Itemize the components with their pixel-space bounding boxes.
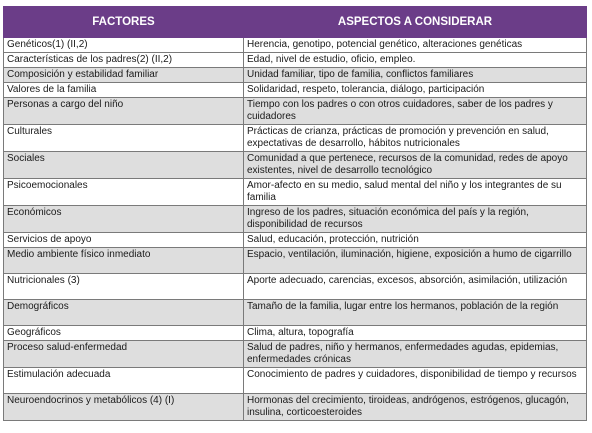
factor-cell: Características de los padres(2) (II,2)	[4, 53, 244, 68]
factor-cell: Genéticos(1) (II,2)	[4, 38, 244, 53]
aspects-cell: Amor-afecto en su medio, salud mental del niño y los integrantes de su familia	[244, 179, 587, 206]
table-row	[4, 152, 587, 179]
table-row	[4, 83, 587, 98]
table-row	[4, 98, 587, 125]
aspects-cell: Tiempo con los padres o con otros cuidadores, saber de los padres y cuidadores	[244, 98, 587, 125]
table-row	[4, 274, 587, 300]
table-row	[4, 206, 587, 233]
factor-cell: Geográficos	[4, 326, 244, 341]
factor-cell: Proceso salud-enfermedad	[4, 341, 244, 368]
aspects-cell: Prácticas de crianza, prácticas de promoción y prevención en salud, expectativas de desarrollo, hábitos nutricionales	[244, 125, 587, 152]
table-header	[4, 7, 587, 38]
table-row	[4, 179, 587, 206]
table-row	[4, 248, 587, 274]
factor-cell: Sociales	[4, 152, 244, 179]
factor-cell: Culturales	[4, 125, 244, 152]
table-row	[4, 341, 587, 368]
factor-cell: Económicos	[4, 206, 244, 233]
aspects-cell: Espacio, ventilación, iluminación, higiene, exposición a humo de cigarrillo	[244, 248, 587, 274]
aspects-cell: Conocimiento de padres y cuidadores, disponibilidad de tiempo y recursos	[244, 368, 587, 394]
table-row	[4, 368, 587, 394]
table-body	[4, 38, 587, 421]
header-row	[4, 7, 587, 38]
aspects-cell: Hormonas del crecimiento, tiroideas, andrógenos, estrógenos, glucagón, insulina, corticoesteroides	[244, 394, 587, 421]
factor-cell: Medio ambiente físico inmediato	[4, 248, 244, 274]
aspects-cell: Aporte adecuado, carencias, excesos, absorción, asimilación, utilización	[244, 274, 587, 300]
factor-cell: Estimulación adecuada	[4, 368, 244, 394]
factor-cell: Psicoemocionales	[4, 179, 244, 206]
aspects-cell: Unidad familiar, tipo de familia, conflictos familiares	[244, 68, 587, 83]
table-row	[4, 125, 587, 152]
table-row	[4, 233, 587, 248]
aspects-cell: Herencia, genotipo, potencial genético, alteraciones genéticas	[244, 38, 587, 53]
table-row	[4, 38, 587, 53]
table-row	[4, 68, 587, 83]
aspects-cell: Tamaño de la familia, lugar entre los hermanos, población de la región	[244, 300, 587, 326]
aspects-cell: Clima, altura, topografía	[244, 326, 587, 341]
factor-cell: Demográficos	[4, 300, 244, 326]
factor-cell: Valores de la familia	[4, 83, 244, 98]
aspects-cell: Comunidad a que pertenece, recursos de la comunidad, redes de apoyo existentes, nivel de desarrollo tecnológico	[244, 152, 587, 179]
aspects-cell: Solidaridad, respeto, tolerancia, diálogo, participación	[244, 83, 587, 98]
table-row	[4, 300, 587, 326]
factors-table	[3, 6, 587, 421]
factor-cell: Nutricionales (3)	[4, 274, 244, 300]
factor-cell: Servicios de apoyo	[4, 233, 244, 248]
table-row	[4, 326, 587, 341]
table-row	[4, 394, 587, 421]
header-aspectos: ASPECTOS A CONSIDERAR	[244, 7, 587, 38]
factor-cell: Neuroendocrinos y metabólicos (4) (I)	[4, 394, 244, 421]
header-factores: FACTORES	[4, 7, 244, 38]
factor-cell: Personas a cargo del niño	[4, 98, 244, 125]
aspects-cell: Salud de padres, niño y hermanos, enfermedades agudas, epidemias, enfermedades crónicas	[244, 341, 587, 368]
aspects-cell: Salud, educación, protección, nutrición	[244, 233, 587, 248]
aspects-cell: Edad, nivel de estudio, oficio, empleo.	[244, 53, 587, 68]
table-row	[4, 53, 587, 68]
factor-cell: Composición y estabilidad familiar	[4, 68, 244, 83]
aspects-cell: Ingreso de los padres, situación económica del país y la región, disponibilidad de recursos	[244, 206, 587, 233]
